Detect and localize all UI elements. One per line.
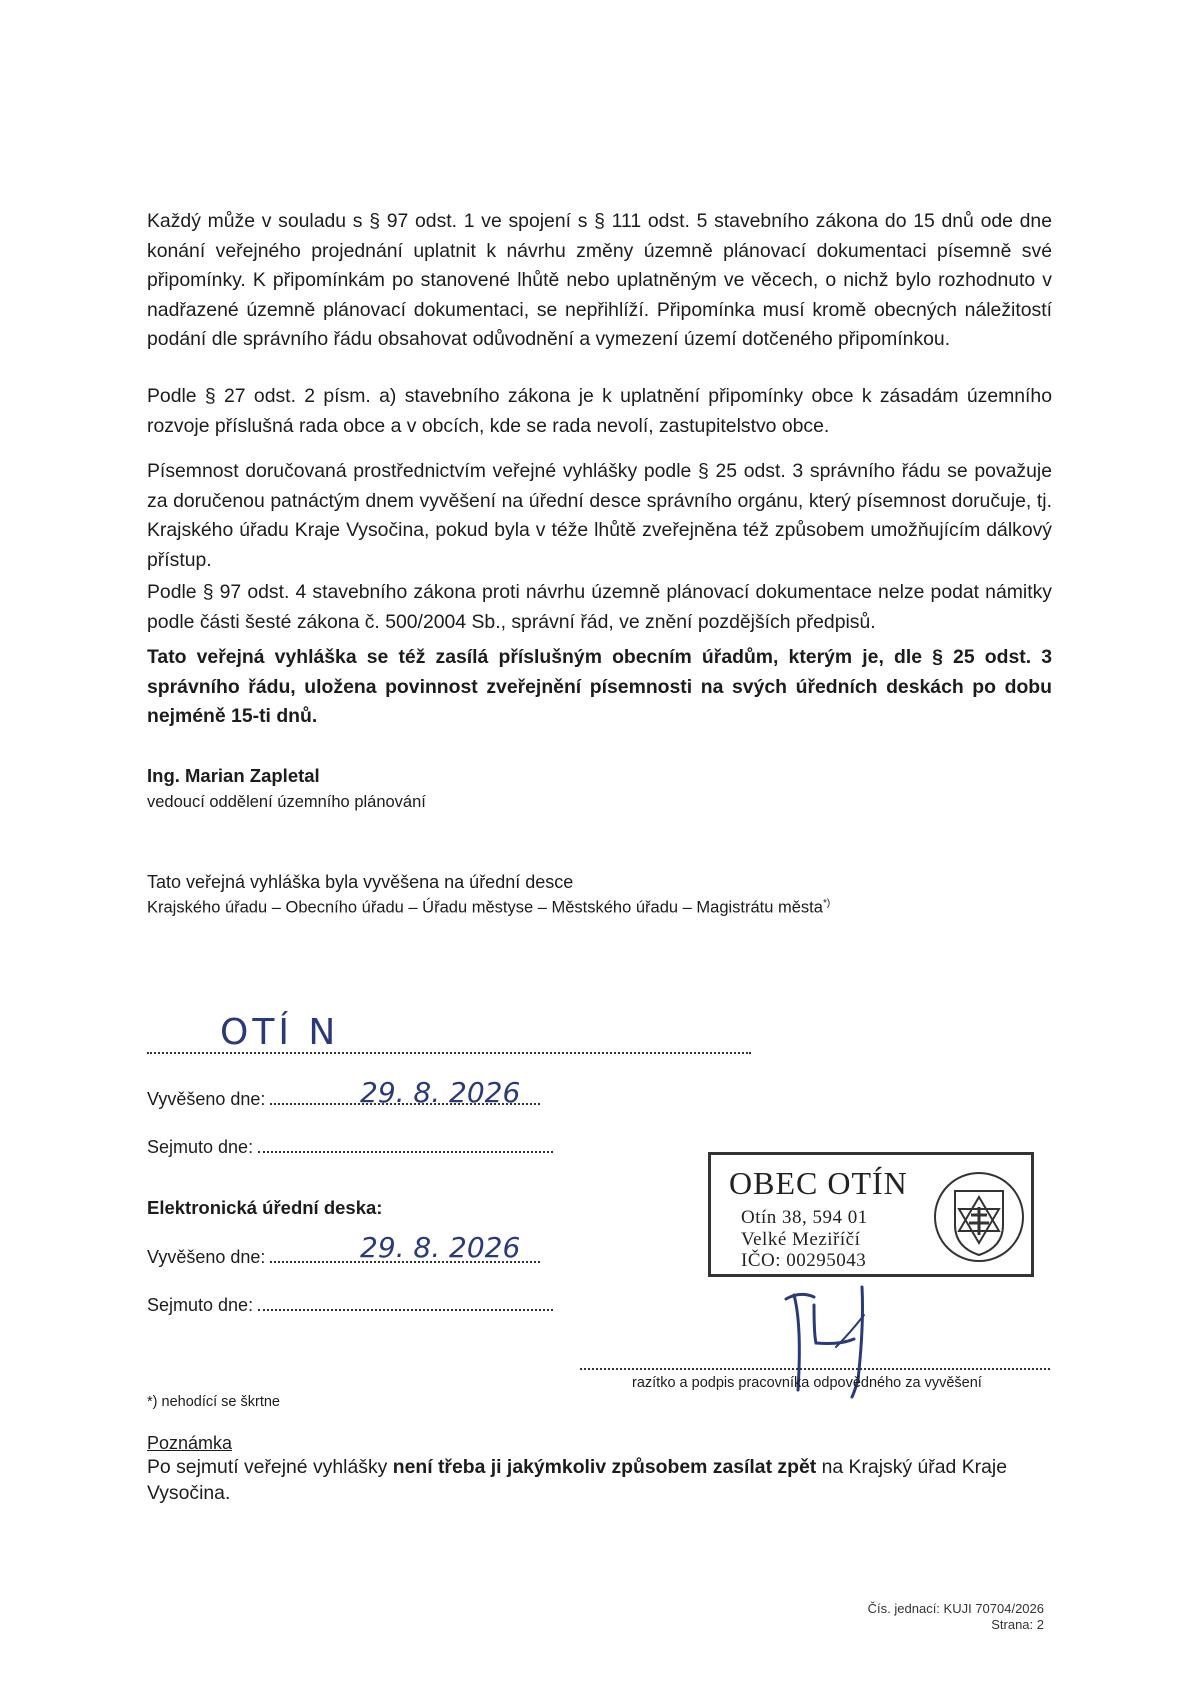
e-removed-label: Sejmuto dne: <box>147 1295 254 1315</box>
signatory-role: vedoucí oddělení územního plánování <box>147 793 426 811</box>
stamp-ico: IČO: 00295043 <box>741 1250 867 1271</box>
page-number: Strana: 2 <box>991 1617 1044 1632</box>
note-text-start: Po sejmutí veřejné vyhlášky <box>147 1456 393 1478</box>
signature-caption: razítko a podpis pracovníka odpovědného za vyvěšení <box>632 1375 982 1391</box>
office-types-text: Krajského úřadu – Obecního úřadu – Úřadu městyse – Městského úřadu – Magistrátu města <box>147 898 823 917</box>
stamp-address: Otín 38, 594 01 <box>741 1207 868 1228</box>
removed-row <box>147 1137 553 1158</box>
note-text-end: na Krajský úřad Kraje Vysočina. <box>147 1456 1007 1504</box>
footnote-mark: *) <box>822 898 831 909</box>
paragraph-delivery: Písemnost doručovaná prostřednictvím veřejné vyhlášky podle § 25 odst. 3 správního řádu se považuje za doručenou patnáctým dnem vyvěšení na úřední desce správního orgánu, který písemnost doručuje, tj. Krajského úřadu Kraje Vysočina, pokud byla v téže lhůtě zveřejněna též způsobem umožňujícím dálkový přístup. <box>147 460 1052 571</box>
office-name-dotted-line <box>147 1052 751 1054</box>
signature-dotted-line <box>580 1368 1050 1370</box>
e-removed-row <box>147 1295 553 1316</box>
footnote: *) nehodící se škrtne <box>147 1394 280 1410</box>
paragraph-regional-council: Podle § 27 odst. 2 písm. a) stavebního zákona je k uplatnění připomínky obce k zásadám územního rozvoje příslušná rada obce a v obcích, kde se rada nevolí, zastupitelstvo obce. <box>147 385 1052 437</box>
e-posted-label: Vyvěšeno dne: <box>147 1247 266 1267</box>
removed-dotted-line <box>258 1147 553 1153</box>
posted-label: Vyvěšeno dne: <box>147 1089 266 1109</box>
posting-intro: Tato veřejná vyhláška byla vyvěšena na úřední desce <box>147 872 574 892</box>
coat-of-arms-icon <box>933 1167 1025 1267</box>
municipal-stamp <box>708 1152 1034 1277</box>
paragraph-comments-rights: Každý může v souladu s § 97 odst. 1 ve spojení s § 111 odst. 5 stavebního zákona do 15 dnů ode dne konání veřejného projednání uplatnit k návrhu změny územně plánovací dokumentaci písemně své připomínky. K připomínkám po stanovené lhůtě nebo uplatněným ve věcech, o nichž bylo rozhodnuto v nadřazené územně plánovací dokumentaci, se nepřihlíží. Připomínka musí kromě obecných náležitostí podání dle správního řádu obsahovat odůvodnění a vymezení území dotčeného připomínkou. <box>147 210 1052 350</box>
e-removed-dotted-line <box>258 1305 553 1311</box>
reference-number: Čís. jednací: KUJI 70704/2026 <box>867 1601 1044 1616</box>
handwritten-office-name: OTÍ N <box>220 1012 340 1053</box>
note-text-emphasis: není třeba ji jakýmkoliv způsobem zasílat zpět <box>392 1456 817 1478</box>
removed-label: Sejmuto dne: <box>147 1137 254 1157</box>
stamp-town: Velké Meziříčí <box>741 1229 861 1250</box>
stamp-name: OBEC OTÍN <box>729 1165 908 1201</box>
posted-date-handwritten: 29. 8. 2026 <box>360 1076 521 1109</box>
electronic-board-heading: Elektronická úřední deska: <box>147 1197 383 1218</box>
signatory-name: Ing. Marian Zapletal <box>147 765 320 786</box>
note-text <box>147 1454 1057 1506</box>
posting-office-types <box>147 898 830 918</box>
paragraph-objections: Podle § 97 odst. 4 stavebního zákona proti návrhu územně plánovací dokumentace nelze podat námitky podle části šesté zákona č. 500/2004 Sb., správní řád, ve znění pozdějších předpisů. <box>147 581 1052 633</box>
paragraph-municipal-offices: Tato veřejná vyhláška se též zasílá příslušným obecním úřadům, kterým je, dle § 25 odst. 3 správního řádu, uložena povinnost zveřejnění písemnosti na svých úředních deskách po dobu nejméně 15-ti dnů. <box>147 646 1052 727</box>
e-posted-date-handwritten: 29. 8. 2026 <box>360 1231 521 1264</box>
note-heading: Poznámka <box>147 1433 233 1453</box>
